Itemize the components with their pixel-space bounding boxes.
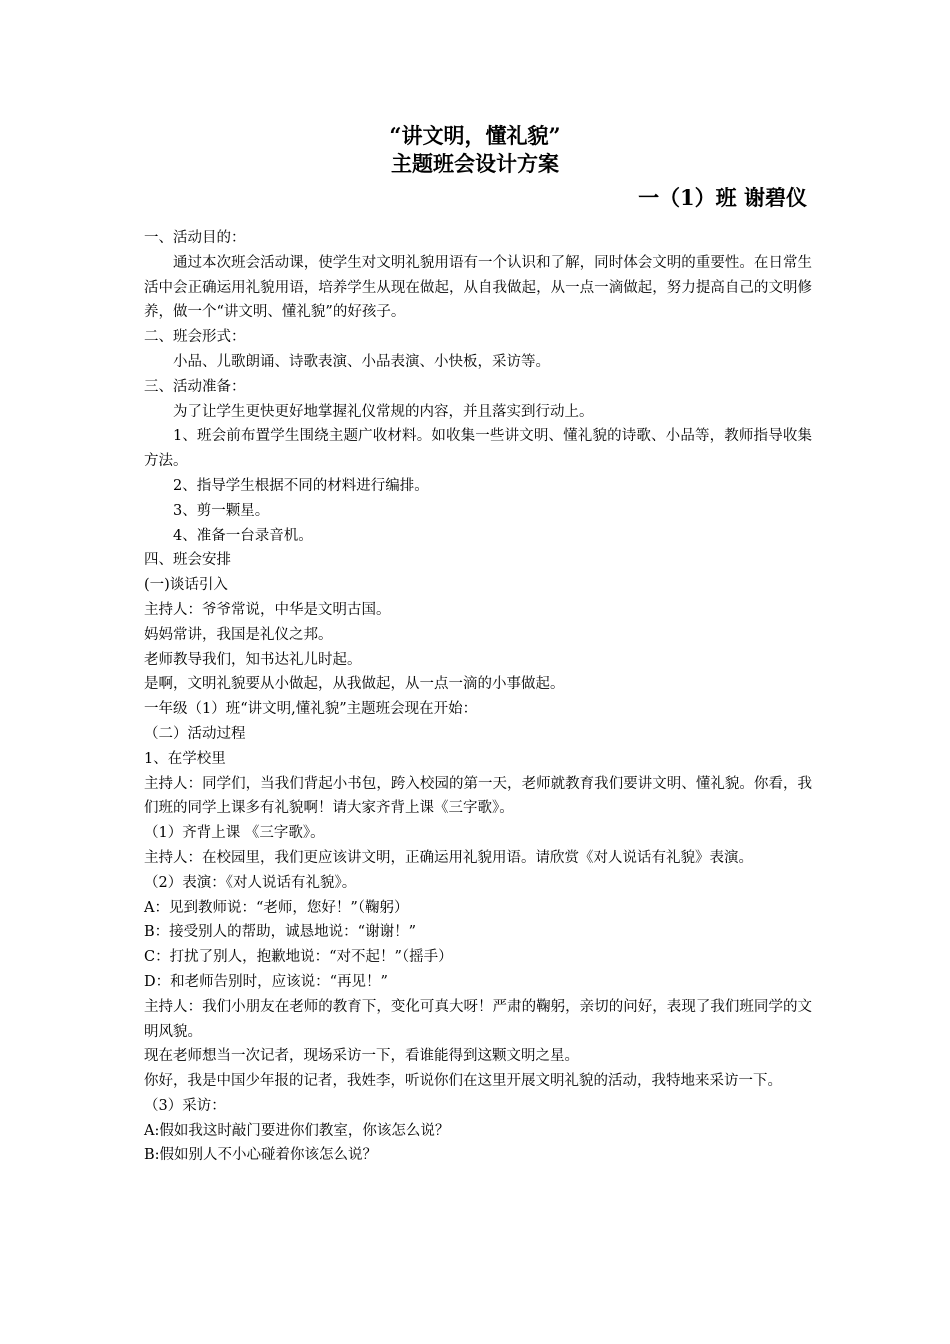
paragraph: 1、在学校里 — [144, 750, 226, 767]
paragraph: B:假如别人不小心碰着你该怎么说？ — [144, 1147, 378, 1164]
paragraph: 是啊，文明礼貌要从小做起，从我做起，从一点一滴的小事做起。 — [144, 676, 565, 693]
paragraph: 3、剪一颗星。 — [173, 502, 270, 519]
paragraph: (一)谈话引入 — [144, 577, 228, 594]
paragraph: D：和老师告别时，应该说：“再见！” — [144, 973, 388, 990]
document-title — [0, 122, 950, 178]
paragraph: （3）采访： — [144, 1097, 226, 1114]
paragraph: 4、准备一台录音机。 — [173, 527, 313, 544]
paragraph: （二）活动过程 — [144, 725, 246, 742]
paragraph: 主持人：在校园里，我们更应该讲文明，正确运用礼貌用语。请欣赏《对人说话有礼貌》表演。 — [144, 849, 753, 866]
paragraph: 主持人：我们小朋友在老师的教育下，变化可真大呀！严肃的鞠躬，亲切的问好，表现了我们班同学的文明风貌。 — [144, 998, 812, 1040]
paragraph: 小品、儿歌朗诵、诗歌表演、小品表演、小快板，采访等。 — [173, 353, 550, 370]
title-line-1: “讲文明，懂礼貌” — [389, 123, 561, 148]
paragraph: 妈妈常讲，我国是礼仪之邦。 — [144, 626, 333, 643]
paragraph: 老师教导我们，知书达礼儿时起。 — [144, 651, 362, 668]
title-line-2: 主题班会设计方案 — [391, 151, 559, 176]
paragraph: 主持人：爷爷常说，中华是文明古国。 — [144, 601, 391, 618]
paragraph: 现在老师想当一次记者，现场采访一下，看谁能得到这颗文明之星。 — [144, 1048, 579, 1065]
paragraph: 2、指导学生根据不同的材料进行编排。 — [173, 477, 429, 494]
paragraph: 一、活动目的： — [144, 230, 246, 246]
paragraph: （1）齐背上课 《三字歌》。 — [144, 825, 325, 842]
paragraph: 主持人：同学们，当我们背起小书包，跨入校园的第一天，老师就教育我们要讲文明、懂礼貌。你看，我们班的同学上课多有礼貌啊！请大家齐背上课《三字歌》。 — [144, 775, 812, 817]
paragraph: A：见到教师说：“老师，您好！”（鞠躬） — [144, 899, 409, 916]
paragraph: 你好，我是中国少年报的记者，我姓李，听说你们在这里开展文明礼貌的活动，我特地来采访一下。 — [144, 1073, 782, 1090]
paragraph: B：接受别人的帮助，诚恳地说：“谢谢！” — [144, 924, 416, 941]
paragraph: 四、班会安排 — [144, 552, 231, 569]
document-body — [144, 226, 812, 1168]
paragraph: 一年级（1）班“讲文明,懂礼貌”主题班会现在开始： — [144, 701, 478, 718]
paragraph: 为了让学生更快更好地掌握礼仪常规的内容，并且落实到行动上。 — [173, 403, 594, 420]
paragraph: （2）表演：《对人说话有礼貌》。 — [144, 874, 357, 891]
paragraph: 二、班会形式： — [144, 329, 246, 346]
author-line: 一（1）班 谢碧仪 — [638, 185, 807, 210]
paragraph: C：打扰了别人，抱歉地说：“对不起！”（摇手） — [144, 949, 453, 966]
paragraph: 通过本次班会活动课，使学生对文明礼貌用语有一个认识和了解，同时体会文明的重要性。在日常生活中会正确运用礼貌用语，培养学生从现在做起，从自我做起，从一点一滴做起，努力提高自己的文明修养，做一个“讲文明、懂礼貌”的好孩子。 — [144, 254, 812, 321]
paragraph: 1、班会前布置学生围绕主题广收材料。如收集一些讲文明、懂礼貌的诗歌、小品等，教师指导收集方法。 — [144, 428, 812, 470]
paragraph: A:假如我这时敲门要进你们教室，你该怎么说？ — [144, 1122, 450, 1139]
paragraph: 三、活动准备： — [144, 378, 246, 395]
